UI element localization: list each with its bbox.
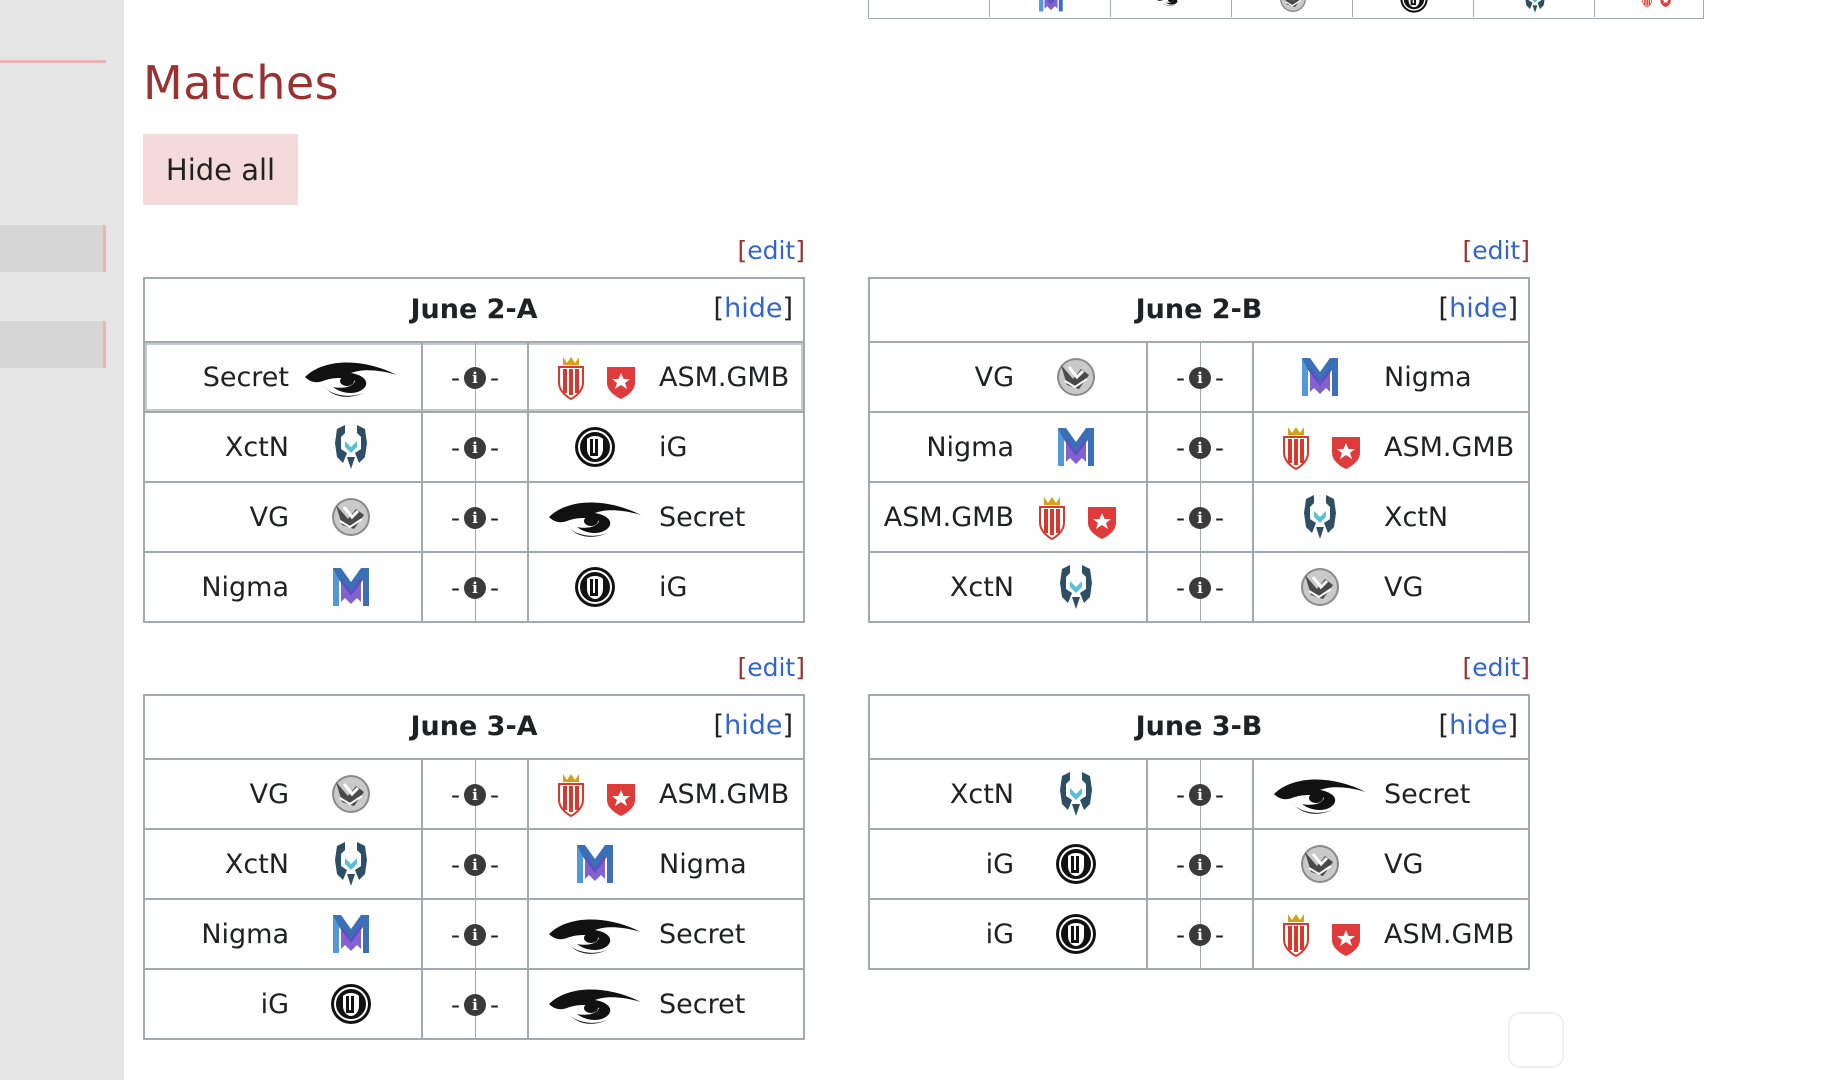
team-left-name[interactable]: ASM.GMB [883, 502, 1014, 533]
team-right-name[interactable]: Secret [659, 989, 746, 1020]
team-right-name[interactable]: VG [1384, 572, 1424, 603]
bracket: ] [795, 236, 805, 265]
score-left: - [1175, 363, 1185, 393]
vg-logo-icon[interactable] [303, 768, 399, 820]
team-left-cell[interactable] [870, 483, 1148, 551]
edit-link-text[interactable]: edit [1472, 653, 1521, 682]
team-left-name[interactable]: XctN [949, 779, 1014, 810]
match-score [1148, 432, 1252, 463]
match-score [1148, 502, 1252, 533]
score-left: - [1175, 850, 1185, 880]
match-score [1148, 919, 1252, 950]
ig-logo-icon[interactable] [1028, 838, 1124, 890]
team-left-cell[interactable] [145, 483, 423, 551]
hide-link[interactable]: hide [724, 293, 783, 324]
team-left-name[interactable]: XctN [949, 572, 1014, 603]
team-right-name[interactable]: ASM.GMB [1384, 432, 1515, 463]
score-right: - [490, 363, 500, 393]
top-strip-cell [1473, 0, 1595, 17]
match-row[interactable] [145, 551, 803, 621]
info-icon[interactable]: i [1189, 924, 1211, 946]
match-row[interactable] [870, 343, 1528, 411]
secret-logo-icon [1155, 0, 1189, 14]
previous-table-bottom [868, 0, 1704, 19]
info-icon[interactable]: i [464, 854, 486, 876]
hide-toggle: [hide] [1438, 710, 1518, 741]
nigma-logo-icon[interactable] [1270, 351, 1370, 403]
top-strip-cell [1352, 0, 1474, 17]
top-strip-cell [1594, 0, 1716, 17]
team-right-name[interactable]: ASM.GMB [659, 779, 790, 810]
score-left: - [450, 363, 460, 393]
asm-gmb-logo-icon[interactable] [1270, 421, 1370, 473]
team-left-cell[interactable] [145, 830, 423, 898]
match-row[interactable] [870, 760, 1528, 828]
score-right: - [490, 780, 500, 810]
match-row[interactable] [870, 481, 1528, 551]
score-left: - [450, 503, 460, 533]
asm-gmb-logo-icon[interactable] [545, 351, 645, 403]
bracket: [ [1462, 653, 1473, 682]
match-score [1148, 779, 1252, 810]
info-icon[interactable]: i [464, 784, 486, 806]
match-row[interactable] [145, 898, 803, 968]
match-row[interactable] [145, 760, 803, 828]
team-right-name[interactable]: XctN [1384, 502, 1449, 533]
hide-all-button[interactable]: Hide all [143, 134, 298, 205]
score-cell [423, 553, 529, 621]
edit-link-text[interactable]: edit [747, 236, 796, 265]
team-right-cell[interactable] [529, 343, 803, 411]
edit-link-text[interactable]: edit [1472, 236, 1521, 265]
score-right: - [1215, 920, 1225, 950]
match-score [423, 502, 527, 533]
match-table-header [145, 279, 803, 343]
ig-logo-icon[interactable] [545, 421, 645, 473]
bracket: [ [1462, 236, 1473, 265]
score-right: - [490, 573, 500, 603]
nigma-logo-icon[interactable] [545, 838, 645, 890]
team-left-cell[interactable] [870, 760, 1148, 828]
team-left-cell[interactable] [870, 413, 1148, 481]
asm-gmb-logo-icon[interactable] [545, 768, 645, 820]
team-right-name[interactable]: Secret [659, 919, 746, 950]
hide-link[interactable]: hide [724, 710, 783, 741]
team-left-cell[interactable] [145, 343, 423, 411]
score-right: - [490, 433, 500, 463]
xctn-logo-icon[interactable] [1028, 768, 1124, 820]
team-left-cell[interactable] [145, 413, 423, 481]
ig-logo-icon[interactable] [1028, 908, 1124, 960]
team-right-cell[interactable] [529, 760, 803, 828]
score-cell [1148, 830, 1254, 898]
team-left-name[interactable]: VG [249, 502, 289, 533]
team-secret-logo-icon[interactable] [303, 351, 399, 403]
team-right-cell[interactable] [529, 830, 803, 898]
edit-link [737, 236, 805, 265]
team-left-name[interactable]: XctN [224, 849, 289, 880]
nigma-logo-icon[interactable] [303, 908, 399, 960]
team-right-cell[interactable] [1254, 483, 1528, 551]
edit-link-text[interactable]: edit [747, 653, 796, 682]
match-score [423, 779, 527, 810]
match-score [423, 432, 527, 463]
team-left-name[interactable]: VG [974, 362, 1014, 393]
bracket: ] [1520, 236, 1530, 265]
team-right-name[interactable]: ASM.GMB [1384, 919, 1515, 950]
info-icon[interactable]: i [1189, 367, 1211, 389]
info-icon[interactable]: i [464, 507, 486, 529]
team-right-name[interactable]: Secret [1384, 779, 1471, 810]
match-table [143, 694, 805, 1040]
info-icon[interactable]: i [464, 437, 486, 459]
score-left: - [1175, 920, 1185, 950]
score-cell [423, 900, 529, 968]
team-left-cell[interactable] [145, 553, 423, 621]
match-score [423, 362, 527, 393]
match-row[interactable] [145, 343, 803, 411]
match-score [1148, 849, 1252, 880]
match-row[interactable] [870, 898, 1528, 968]
team-right-name[interactable]: Nigma [1384, 362, 1472, 393]
team-right-cell[interactable] [1254, 760, 1528, 828]
vg-logo-icon[interactable] [1270, 561, 1370, 613]
asm-gmb-logo-icon[interactable] [1028, 491, 1124, 543]
bracket: ] [1520, 653, 1530, 682]
hide-toggle: [hide] [713, 293, 793, 324]
match-row[interactable] [145, 968, 803, 1038]
match-day-title: June 2-B [1135, 294, 1263, 325]
score-cell [423, 970, 529, 1038]
info-icon[interactable]: i [464, 924, 486, 946]
bracket: [ [737, 236, 748, 265]
ig-logo-icon[interactable] [545, 561, 645, 613]
edit-link [1462, 653, 1530, 682]
score-cell [1148, 343, 1254, 411]
match-day-title: June 2-A [410, 294, 538, 325]
ig-logo-icon[interactable] [303, 978, 399, 1030]
score-left: - [450, 433, 460, 463]
score-left: - [1175, 503, 1185, 533]
score-left: - [450, 850, 460, 880]
match-score [1148, 572, 1252, 603]
team-left-name[interactable]: VG [249, 779, 289, 810]
score-right: - [1215, 850, 1225, 880]
top-strip-cell [1110, 0, 1232, 17]
score-right: - [1215, 363, 1225, 393]
team-right-name[interactable]: iG [659, 432, 688, 463]
match-score [423, 849, 527, 880]
hide-link[interactable]: hide [1449, 710, 1508, 741]
score-cell [423, 413, 529, 481]
team-right-cell[interactable] [1254, 900, 1528, 968]
score-right: - [490, 920, 500, 950]
team-right-cell[interactable] [529, 483, 803, 551]
score-left: - [450, 990, 460, 1020]
match-day-title: June 3-A [410, 711, 538, 742]
info-icon[interactable]: i [464, 994, 486, 1016]
score-cell [423, 483, 529, 551]
match-table-header [870, 696, 1528, 760]
match-score [1148, 362, 1252, 393]
team-right-cell[interactable] [529, 553, 803, 621]
vg-logo-icon[interactable] [1270, 838, 1370, 890]
team-left-name[interactable]: iG [260, 989, 289, 1020]
team-left-name[interactable]: Nigma [926, 432, 1014, 463]
team-left-cell[interactable] [145, 760, 423, 828]
team-secret-logo-icon[interactable] [545, 978, 645, 1030]
hide-toggle: [hide] [713, 710, 793, 741]
team-right-cell[interactable] [1254, 413, 1528, 481]
team-left-cell[interactable] [870, 900, 1148, 968]
hide-link[interactable]: hide [1449, 293, 1508, 324]
info-icon[interactable]: i [1189, 437, 1211, 459]
info-icon[interactable]: i [1189, 577, 1211, 599]
score-right: - [490, 990, 500, 1020]
match-row[interactable] [145, 411, 803, 481]
match-table [868, 694, 1530, 970]
team-right-name[interactable]: VG [1384, 849, 1424, 880]
left-sidebar [0, 0, 124, 1080]
score-cell [1148, 900, 1254, 968]
match-table-header [145, 696, 803, 760]
bracket: [ [737, 653, 748, 682]
score-cell [1148, 760, 1254, 828]
score-left: - [450, 920, 460, 950]
info-icon[interactable]: i [1189, 784, 1211, 806]
team-left-name[interactable]: Nigma [201, 572, 289, 603]
score-right: - [1215, 433, 1225, 463]
score-cell [1148, 553, 1254, 621]
ig-logo-icon [1397, 0, 1431, 14]
match-score [423, 572, 527, 603]
match-score [423, 989, 527, 1020]
score-cell [423, 830, 529, 898]
xctn-logo-icon[interactable] [303, 838, 399, 890]
score-left: - [1175, 573, 1185, 603]
match-row[interactable] [145, 828, 803, 898]
score-left: - [450, 780, 460, 810]
match-table [143, 277, 805, 623]
score-cell [1148, 483, 1254, 551]
score-cell [1148, 413, 1254, 481]
team-right-name[interactable]: Nigma [659, 849, 747, 880]
info-icon[interactable]: i [1189, 854, 1211, 876]
nigma-logo-icon[interactable] [303, 561, 399, 613]
hide-toggle: [hide] [1438, 293, 1518, 324]
team-left-cell[interactable] [870, 343, 1148, 411]
team-secret-logo-icon[interactable] [545, 491, 645, 543]
top-strip-cell [1231, 0, 1353, 17]
bracket: ] [795, 653, 805, 682]
sidebar-divider [0, 60, 106, 63]
team-right-name[interactable]: ASM.GMB [659, 362, 790, 393]
asm-gmb-logo-icon[interactable] [1270, 908, 1370, 960]
info-icon[interactable]: i [1189, 507, 1211, 529]
score-right: - [1215, 573, 1225, 603]
team-secret-logo-icon[interactable] [1270, 768, 1370, 820]
info-icon[interactable]: i [464, 577, 486, 599]
match-score [423, 919, 527, 950]
team-right-cell[interactable] [529, 900, 803, 968]
team-right-cell[interactable] [1254, 553, 1528, 621]
team-right-cell[interactable] [529, 413, 803, 481]
match-row[interactable] [870, 828, 1528, 898]
team-right-name[interactable]: iG [659, 572, 688, 603]
info-icon[interactable]: i [464, 367, 486, 389]
page-title: Matches [143, 56, 340, 110]
sidebar-item[interactable] [0, 321, 106, 368]
team-left-cell[interactable] [870, 553, 1148, 621]
team-secret-logo-icon[interactable] [545, 908, 645, 960]
xctn-logo-icon[interactable] [1028, 561, 1124, 613]
xctn-logo-icon[interactable] [303, 421, 399, 473]
nigma-logo-icon[interactable] [1028, 421, 1124, 473]
team-right-name[interactable]: Secret [659, 502, 746, 533]
team-left-name[interactable]: Nigma [201, 919, 289, 950]
score-right: - [1215, 503, 1225, 533]
xctn-logo-icon[interactable] [1270, 491, 1370, 543]
team-left-cell[interactable] [145, 900, 423, 968]
match-table-header [870, 279, 1528, 343]
team-right-cell[interactable] [1254, 343, 1528, 411]
team-left-name[interactable]: XctN [224, 432, 289, 463]
score-left: - [1175, 433, 1185, 463]
vg-logo-icon[interactable] [1028, 351, 1124, 403]
team-left-name[interactable]: iG [985, 919, 1014, 950]
team-left-cell[interactable] [870, 830, 1148, 898]
top-strip-cell [989, 0, 1111, 17]
vg-logo-icon [1276, 0, 1310, 14]
match-day-title: June 3-B [1135, 711, 1263, 742]
score-left: - [450, 573, 460, 603]
asm-gmb-logo-icon [1639, 0, 1673, 14]
score-cell [423, 760, 529, 828]
score-left: - [1175, 780, 1185, 810]
match-row[interactable] [870, 551, 1528, 621]
score-right: - [1215, 780, 1225, 810]
sidebar-item[interactable] [0, 225, 106, 272]
team-left-name[interactable]: iG [985, 849, 1014, 880]
xctn-logo-icon [1518, 0, 1552, 14]
team-right-cell[interactable] [1254, 830, 1528, 898]
team-right-cell[interactable] [529, 970, 803, 1038]
edit-link [737, 653, 805, 682]
match-row[interactable] [145, 481, 803, 551]
nigma-logo-icon [1034, 0, 1068, 14]
score-cell [423, 343, 529, 411]
team-left-cell[interactable] [145, 970, 423, 1038]
score-right: - [490, 503, 500, 533]
score-right: - [490, 850, 500, 880]
match-row[interactable] [870, 411, 1528, 481]
team-left-name[interactable]: Secret [202, 362, 289, 393]
edit-link [1462, 236, 1530, 265]
vg-logo-icon[interactable] [303, 491, 399, 543]
watermark-icon [1508, 1012, 1564, 1068]
match-table [868, 277, 1530, 623]
